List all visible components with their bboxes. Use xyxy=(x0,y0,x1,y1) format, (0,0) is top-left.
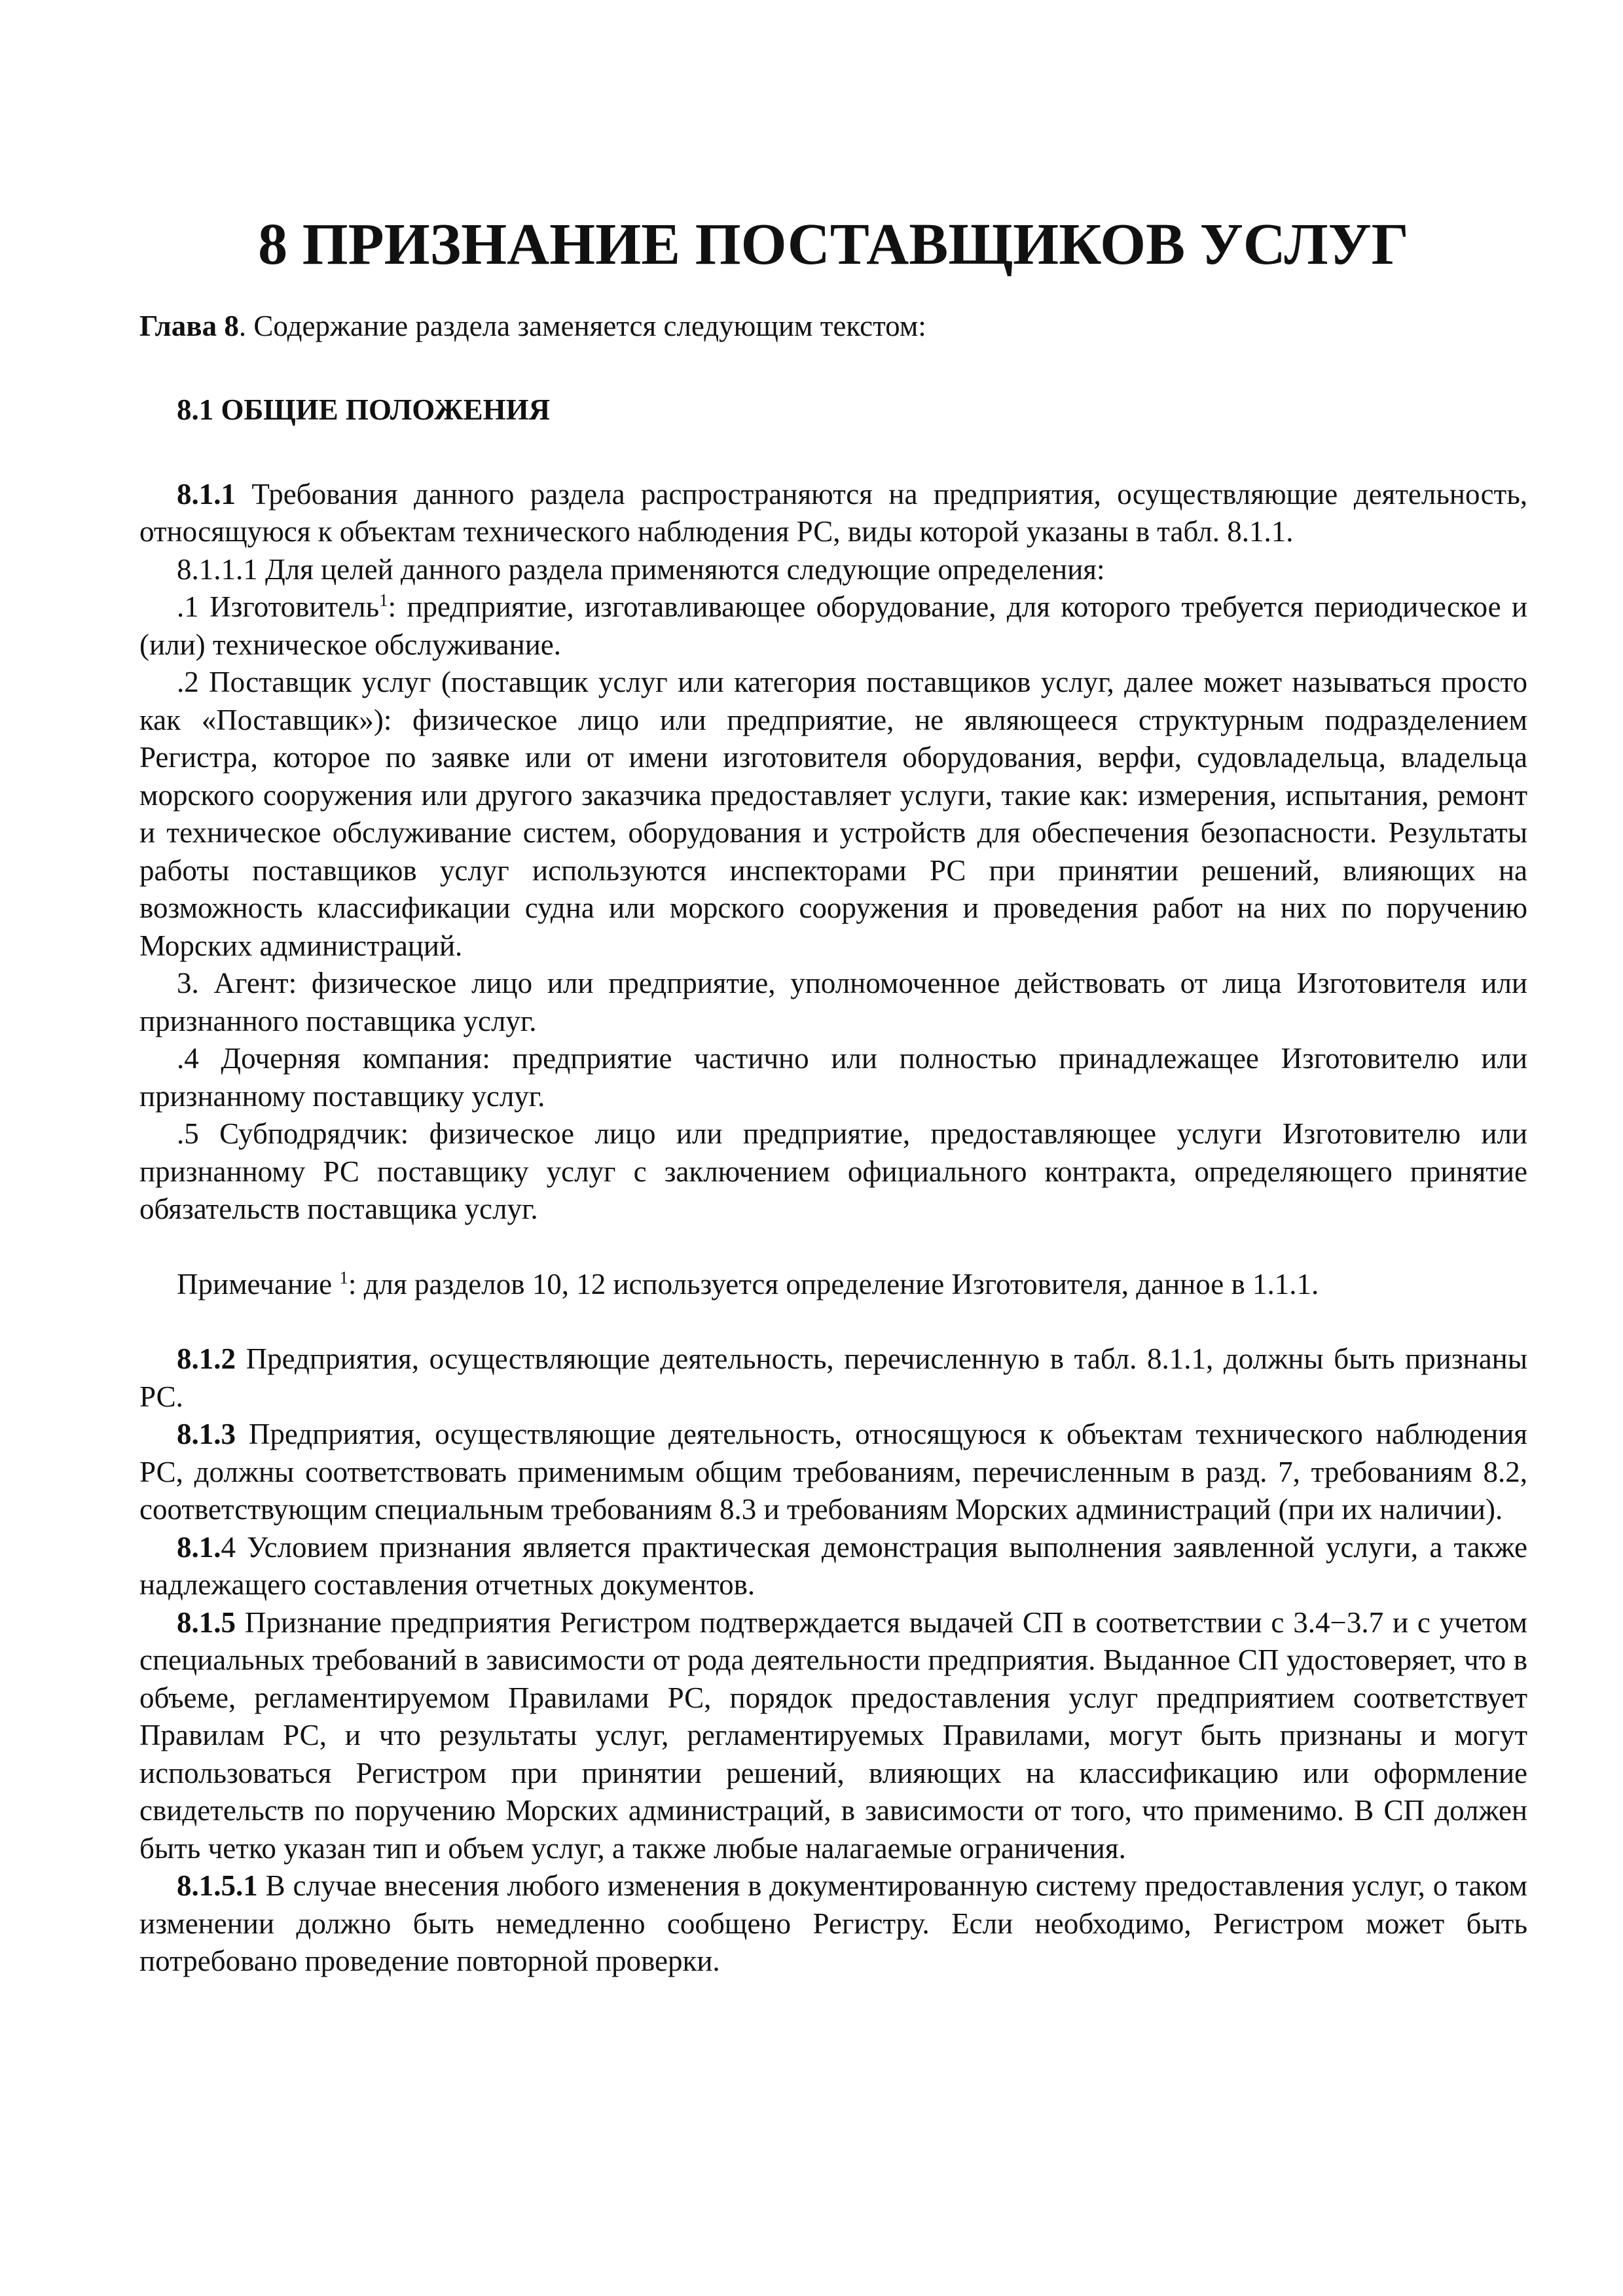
definition-5: .5 Субподрядчик: физическое лицо или предприятие, предоставляющее услуги Изготовителю или признанному РС поставщику услуг с заключением официального контракта, определяющего принятие обязательств поставщика услуг. xyxy=(139,1117,1527,1225)
footnote-ref: 1 xyxy=(379,590,388,610)
note-text: : для разделов 10, 12 используется определение Изготовителя, данное в 1.1.1. xyxy=(348,1267,1319,1300)
clause-number: 8.1.3 xyxy=(177,1418,236,1450)
footnote-note xyxy=(139,1266,1527,1304)
clause-text: Предприятия, осуществляющие деятельность, перечисленную в табл. 8.1.1, должны быть признаны РС. xyxy=(139,1342,1527,1413)
clause-number: 8.1.5 xyxy=(177,1605,236,1639)
clause-text: Условием признания является практическая демонстрация выполнения заявленной услуги, а также надлежащего составления отчетных документов. xyxy=(139,1530,1527,1601)
document-page xyxy=(139,212,1527,1981)
clause-8-1-5 xyxy=(139,1604,1527,1868)
clause-number: 8.1.1 xyxy=(177,477,236,511)
clause-number: 8.1. xyxy=(177,1530,221,1564)
chapter-line xyxy=(139,308,1527,346)
clause-text: Требования данного раздела распространяются на предприятия, осуществляющие деятельность, относящуюся к объектам технического наблюдения РС, виды которой указаны в табл. 8.1.1. xyxy=(139,477,1527,548)
clause-8-1-3 xyxy=(139,1416,1527,1529)
clause-text: Признание предприятия Регистром подтверждается выдачей СП в соответствии с 3.4−3.7 и с учетом специальных требований в зависимости от рода деятельности предприятия. Выданное СП удостоверяет, что в объеме, регламентируемом Правилами РС, порядок предоставления услуг предприятием соответствует Правилам РС, и что результаты услуг, регламентируемых Правилами, могут быть признаны и могут использоваться Регистром при принятии решений, влияющих на классификацию или оформление свидетельств по поручению Морских администраций, в зависимости от того, что применимо. В СП должен быть четко указан тип и объем услуг, а также любые налагаемые ограничения. xyxy=(139,1605,1527,1865)
definition-text: : предприятие, изготавливающее оборудование, для которого требуется периодическое и (или) техническое обслуживание. xyxy=(139,590,1527,661)
clause-number: 8.1.2 xyxy=(177,1342,236,1375)
note-text: Примечание xyxy=(177,1267,340,1300)
clause-text: Предприятия, осуществляющие деятельность, относящуюся к объектам технического наблюдения РС, должны соответствовать применимым общим требованиям, перечисленным в разд. 7, требованиям 8.2, соответствующим специальным требованиям 8.3 и требованиям Морских администраций (при их наличии). xyxy=(139,1418,1527,1526)
section-heading: 8.1 ОБЩИЕ ПОЛОЖЕНИЯ xyxy=(177,393,551,426)
clause-number: 8.1.5.1 xyxy=(177,1869,258,1902)
clause-text: В случае внесения любого изменения в документированную систему предоставления услуг, о таком изменении должно быть немедленно сообщено Регистру. Если необходимо, Регистром может быть потребовано проведение повторной проверки. xyxy=(139,1869,1527,1977)
clause-8-1-1-1: 8.1.1.1 Для целей данного раздела применяются следующие определения: xyxy=(177,552,1105,586)
clause-number-rest: 4 xyxy=(221,1530,236,1564)
definition-2: .2 Поставщик услуг (поставщик услуг или категория поставщиков услуг, далее может называться просто как «Поставщик»): физическое лицо или предприятие, не являющееся структурным подразделением Регистра, которое по заявке или от имени изготовителя оборудования, верфи, судовладельца, владельца морского сооружения или другого заказчика предоставляет услуги, такие как: измерения, испытания, ремонт и техническое обслуживание систем, оборудования и устройств для обеспечения безопасности. Результаты работы поставщиков услуг используются инспекторами РС при принятии решений, влияющих на возможность классификации судна или морского сооружения и проведения работ на них по поручению Морских администраций. xyxy=(139,666,1527,962)
document-title: 8 ПРИЗНАНИЕ ПОСТАВЩИКОВ УСЛУГ xyxy=(258,212,1409,277)
definition-4: .4 Дочерняя компания: предприятие частично или полностью принадлежащее Изготовителю или признанному поставщику услуг. xyxy=(139,1042,1527,1113)
chapter-label: Глава 8 xyxy=(139,309,239,342)
definition-1 xyxy=(139,588,1527,664)
clause-8-1-2 xyxy=(139,1340,1527,1416)
footnote-ref: 1 xyxy=(339,1267,348,1287)
definition-3: 3. Агент: физическое лицо или предприятие, уполномоченное действовать от лица Изготовителя или признанного поставщика услуг. xyxy=(139,967,1527,1037)
definition-text: .1 Изготовитель xyxy=(177,590,380,623)
clause-8-1-1 xyxy=(139,476,1527,551)
clause-8-1-5-1 xyxy=(139,1867,1527,1981)
chapter-text: . Содержание раздела заменяется следующим текстом: xyxy=(238,309,926,342)
clause-8-1-4 xyxy=(139,1529,1527,1604)
